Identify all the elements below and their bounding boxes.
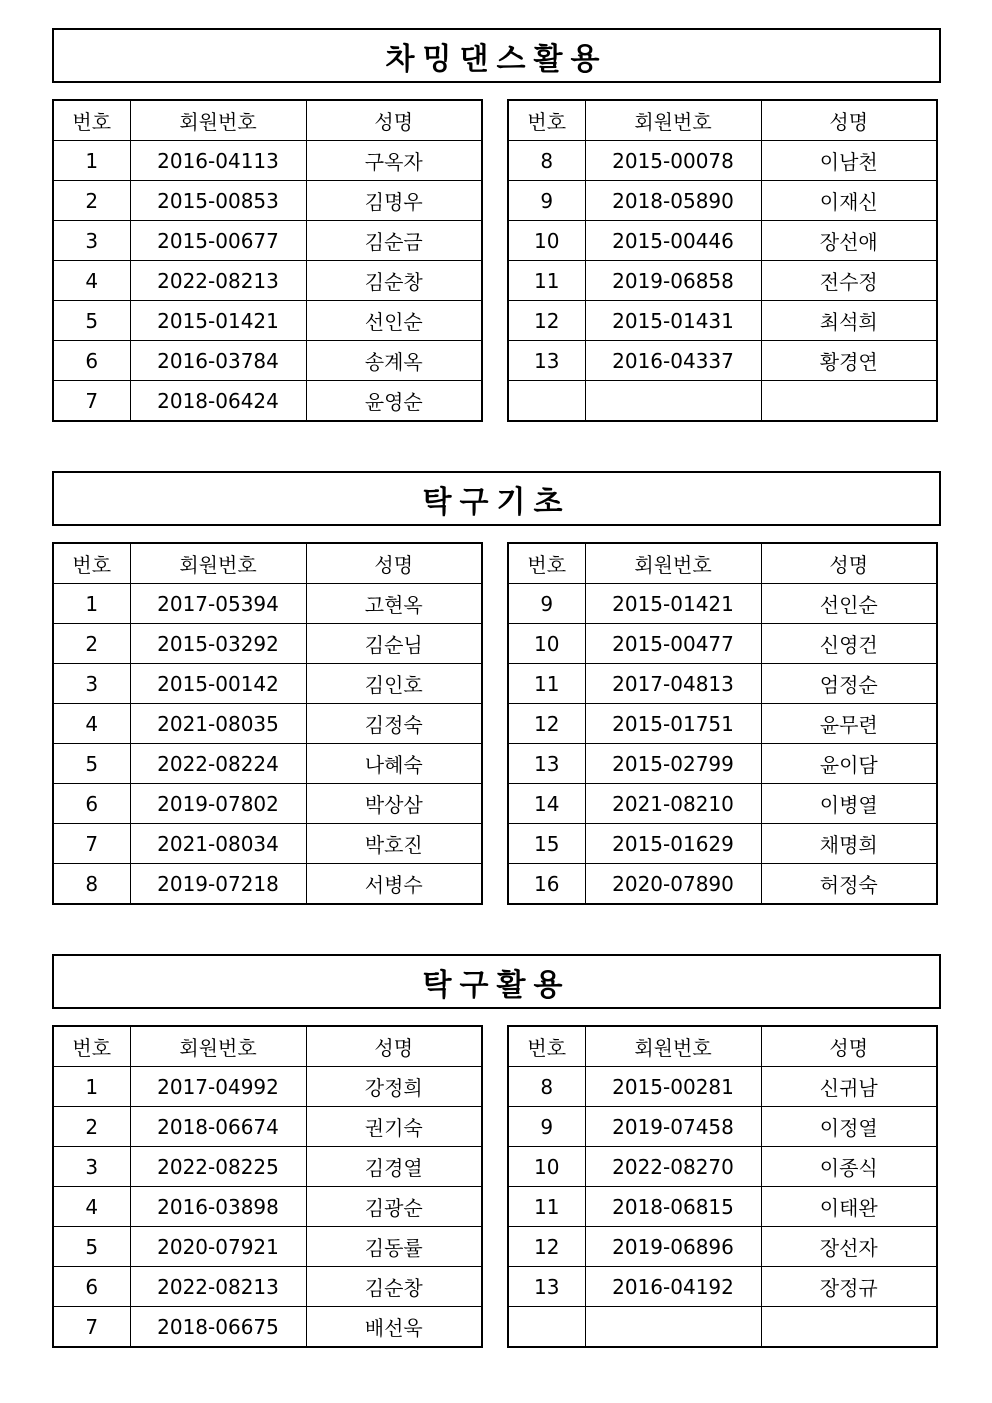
cell-number: 12	[508, 301, 585, 341]
cell-member-id: 2018-06815	[585, 1187, 761, 1227]
header-number: 번호	[53, 543, 130, 584]
table-row	[508, 664, 937, 704]
table-row	[508, 744, 937, 784]
cell-number: 3	[53, 221, 130, 261]
member-table-right	[507, 1025, 938, 1348]
table-header-row	[53, 100, 482, 141]
cell-member-id: 2016-04192	[585, 1267, 761, 1307]
member-table-right	[507, 542, 938, 905]
cell-name: 최석희	[761, 301, 937, 341]
section-title: 탁구기초	[52, 471, 941, 526]
cell-member-id: 2018-06674	[130, 1107, 306, 1147]
header-member-id: 회원번호	[585, 1026, 761, 1067]
cell-number: 1	[53, 1067, 130, 1107]
cell-member-id: 2022-08213	[130, 261, 306, 301]
table-row	[508, 341, 937, 381]
cell-name: 김명우	[306, 181, 482, 221]
cell-name: 선인순	[306, 301, 482, 341]
cell-number: 16	[508, 864, 585, 905]
table-header-row	[508, 1026, 937, 1067]
cell-number: 10	[508, 221, 585, 261]
cell-number: 7	[53, 1307, 130, 1348]
cell-number: 4	[53, 704, 130, 744]
table-row	[53, 664, 482, 704]
table-row	[508, 301, 937, 341]
cell-name: 윤무련	[761, 704, 937, 744]
cell-name: 신영건	[761, 624, 937, 664]
cell-name: 김동률	[306, 1227, 482, 1267]
cell-member-id: 2019-06896	[585, 1227, 761, 1267]
cell-member-id	[585, 1307, 761, 1348]
cell-member-id: 2022-08270	[585, 1147, 761, 1187]
table-row	[53, 784, 482, 824]
cell-member-id: 2020-07890	[585, 864, 761, 905]
header-name: 성명	[306, 543, 482, 584]
cell-name: 선인순	[761, 584, 937, 624]
table-row	[508, 1307, 937, 1348]
header-number: 번호	[53, 100, 130, 141]
table-row	[508, 221, 937, 261]
cell-name: 이재신	[761, 181, 937, 221]
table-row	[53, 1107, 482, 1147]
cell-number: 2	[53, 181, 130, 221]
table-row	[508, 1107, 937, 1147]
table-row	[53, 744, 482, 784]
cell-name: 박상삼	[306, 784, 482, 824]
table-row	[508, 381, 937, 422]
cell-number: 6	[53, 784, 130, 824]
cell-member-id: 2015-01421	[585, 584, 761, 624]
cell-number: 8	[53, 864, 130, 905]
cell-name: 황경연	[761, 341, 937, 381]
table-row	[53, 864, 482, 905]
table-row	[53, 624, 482, 664]
cell-name: 김순님	[306, 624, 482, 664]
cell-number: 9	[508, 1107, 585, 1147]
cell-name: 채명희	[761, 824, 937, 864]
cell-number: 4	[53, 261, 130, 301]
cell-number: 12	[508, 704, 585, 744]
cell-number: 11	[508, 1187, 585, 1227]
cell-name: 고현옥	[306, 584, 482, 624]
table-row	[508, 1267, 937, 1307]
cell-number: 8	[508, 141, 585, 181]
cell-member-id: 2016-04113	[130, 141, 306, 181]
cell-member-id: 2015-00281	[585, 1067, 761, 1107]
cell-name: 김경열	[306, 1147, 482, 1187]
cell-number: 11	[508, 261, 585, 301]
section-title: 차밍댄스활용	[52, 28, 941, 83]
cell-number: 13	[508, 1267, 585, 1307]
table-row	[53, 704, 482, 744]
table-row	[53, 1187, 482, 1227]
header-number: 번호	[508, 1026, 585, 1067]
cell-number: 2	[53, 624, 130, 664]
cell-number: 10	[508, 1147, 585, 1187]
cell-member-id: 2016-03784	[130, 341, 306, 381]
cell-member-id: 2019-07218	[130, 864, 306, 905]
cell-name: 이남천	[761, 141, 937, 181]
header-name: 성명	[306, 1026, 482, 1067]
section-title: 탁구활용	[52, 954, 941, 1009]
cell-number: 10	[508, 624, 585, 664]
cell-member-id: 2017-04813	[585, 664, 761, 704]
header-member-id: 회원번호	[585, 100, 761, 141]
header-name: 성명	[761, 100, 937, 141]
cell-member-id: 2015-00677	[130, 221, 306, 261]
table-row	[53, 584, 482, 624]
cell-number: 4	[53, 1187, 130, 1227]
cell-name: 이병열	[761, 784, 937, 824]
cell-number: 1	[53, 141, 130, 181]
cell-name: 서병수	[306, 864, 482, 905]
header-number: 번호	[53, 1026, 130, 1067]
cell-member-id: 2017-04992	[130, 1067, 306, 1107]
cell-name: 강정희	[306, 1067, 482, 1107]
table-row	[53, 1227, 482, 1267]
member-table-left	[52, 99, 483, 422]
member-table-right	[507, 99, 938, 422]
cell-name: 전수정	[761, 261, 937, 301]
cell-number: 14	[508, 784, 585, 824]
table-row	[508, 584, 937, 624]
table-row	[53, 341, 482, 381]
cell-member-id: 2015-00078	[585, 141, 761, 181]
cell-member-id: 2022-08213	[130, 1267, 306, 1307]
cell-member-id: 2015-00477	[585, 624, 761, 664]
cell-number	[508, 381, 585, 422]
table-header-row	[53, 543, 482, 584]
cell-member-id: 2018-06675	[130, 1307, 306, 1348]
cell-name: 윤이담	[761, 744, 937, 784]
cell-number: 5	[53, 301, 130, 341]
cell-name: 이태완	[761, 1187, 937, 1227]
cell-number: 13	[508, 744, 585, 784]
cell-member-id: 2015-00142	[130, 664, 306, 704]
table-row	[53, 381, 482, 422]
table-header-row	[508, 543, 937, 584]
cell-name: 김인호	[306, 664, 482, 704]
table-row	[508, 704, 937, 744]
cell-number: 12	[508, 1227, 585, 1267]
table-row	[508, 824, 937, 864]
cell-name: 배선욱	[306, 1307, 482, 1348]
cell-member-id: 2018-05890	[585, 181, 761, 221]
cell-member-id: 2016-04337	[585, 341, 761, 381]
cell-number: 1	[53, 584, 130, 624]
table-row	[508, 1067, 937, 1107]
cell-number: 5	[53, 744, 130, 784]
cell-member-id: 2015-01431	[585, 301, 761, 341]
table-row	[508, 261, 937, 301]
table-row	[508, 1187, 937, 1227]
header-member-id: 회원번호	[585, 543, 761, 584]
table-header-row	[53, 1026, 482, 1067]
cell-name: 허정숙	[761, 864, 937, 905]
cell-name: 송계옥	[306, 341, 482, 381]
table-row	[53, 141, 482, 181]
cell-number	[508, 1307, 585, 1348]
cell-number: 7	[53, 824, 130, 864]
cell-number: 11	[508, 664, 585, 704]
cell-member-id: 2021-08035	[130, 704, 306, 744]
cell-name	[761, 381, 937, 422]
header-number: 번호	[508, 543, 585, 584]
cell-number: 15	[508, 824, 585, 864]
cell-member-id: 2015-01751	[585, 704, 761, 744]
cell-number: 13	[508, 341, 585, 381]
table-row	[508, 864, 937, 905]
cell-name: 이종식	[761, 1147, 937, 1187]
cell-name: 신귀남	[761, 1067, 937, 1107]
cell-name: 이정열	[761, 1107, 937, 1147]
cell-member-id: 2015-00446	[585, 221, 761, 261]
table-row	[508, 624, 937, 664]
cell-member-id: 2015-00853	[130, 181, 306, 221]
header-name: 성명	[761, 543, 937, 584]
cell-name: 윤영순	[306, 381, 482, 422]
cell-member-id: 2018-06424	[130, 381, 306, 422]
table-row	[508, 1147, 937, 1187]
cell-member-id: 2019-06858	[585, 261, 761, 301]
cell-member-id: 2015-01629	[585, 824, 761, 864]
header-number: 번호	[508, 100, 585, 141]
table-row	[53, 1307, 482, 1348]
cell-number: 7	[53, 381, 130, 422]
cell-member-id: 2019-07458	[585, 1107, 761, 1147]
cell-member-id: 2022-08224	[130, 744, 306, 784]
cell-name: 김광순	[306, 1187, 482, 1227]
cell-member-id: 2022-08225	[130, 1147, 306, 1187]
header-name: 성명	[306, 100, 482, 141]
cell-number: 5	[53, 1227, 130, 1267]
table-row	[508, 1227, 937, 1267]
cell-name: 엄정순	[761, 664, 937, 704]
cell-number: 2	[53, 1107, 130, 1147]
cell-name: 김정숙	[306, 704, 482, 744]
cell-member-id: 2015-03292	[130, 624, 306, 664]
table-row	[53, 1147, 482, 1187]
table-row	[53, 261, 482, 301]
header-member-id: 회원번호	[130, 100, 306, 141]
cell-member-id: 2019-07802	[130, 784, 306, 824]
cell-member-id: 2021-08034	[130, 824, 306, 864]
table-row	[53, 1067, 482, 1107]
table-row	[53, 301, 482, 341]
cell-name: 장선자	[761, 1227, 937, 1267]
cell-name: 김순창	[306, 261, 482, 301]
cell-member-id: 2015-02799	[585, 744, 761, 784]
table-header-row	[508, 100, 937, 141]
cell-number: 8	[508, 1067, 585, 1107]
cell-member-id: 2020-07921	[130, 1227, 306, 1267]
cell-name: 권기숙	[306, 1107, 482, 1147]
cell-member-id	[585, 381, 761, 422]
cell-name: 김순창	[306, 1267, 482, 1307]
cell-number: 3	[53, 1147, 130, 1187]
table-row	[53, 221, 482, 261]
table-row	[53, 824, 482, 864]
cell-name: 장선애	[761, 221, 937, 261]
table-row	[53, 181, 482, 221]
member-table-left	[52, 542, 483, 905]
cell-name: 박호진	[306, 824, 482, 864]
table-row	[508, 181, 937, 221]
header-member-id: 회원번호	[130, 1026, 306, 1067]
cell-member-id: 2021-08210	[585, 784, 761, 824]
cell-number: 9	[508, 181, 585, 221]
cell-number: 6	[53, 341, 130, 381]
cell-member-id: 2016-03898	[130, 1187, 306, 1227]
header-name: 성명	[761, 1026, 937, 1067]
cell-name: 나혜숙	[306, 744, 482, 784]
cell-number: 6	[53, 1267, 130, 1307]
cell-member-id: 2015-01421	[130, 301, 306, 341]
table-row	[508, 141, 937, 181]
cell-member-id: 2017-05394	[130, 584, 306, 624]
cell-name	[761, 1307, 937, 1348]
cell-number: 9	[508, 584, 585, 624]
cell-name: 구옥자	[306, 141, 482, 181]
cell-name: 김순금	[306, 221, 482, 261]
header-member-id: 회원번호	[130, 543, 306, 584]
cell-name: 장정규	[761, 1267, 937, 1307]
table-row	[508, 784, 937, 824]
table-row	[53, 1267, 482, 1307]
cell-number: 3	[53, 664, 130, 704]
member-table-left	[52, 1025, 483, 1348]
